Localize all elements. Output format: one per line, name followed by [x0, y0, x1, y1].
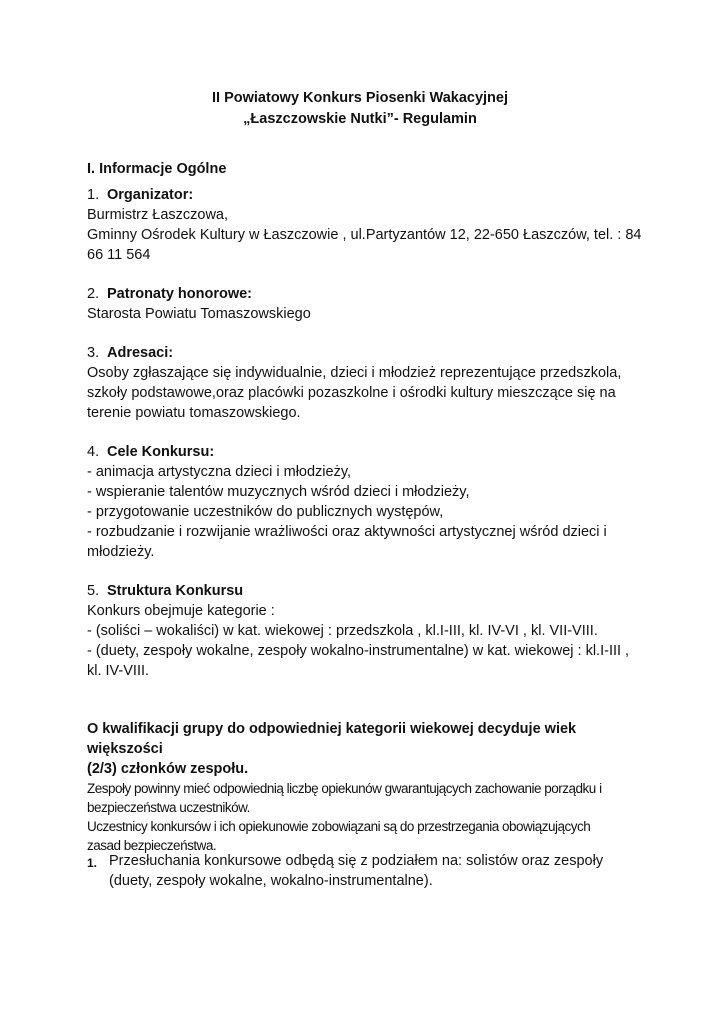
document-title [0, 88, 720, 130]
item-line: - rozbudzanie i rozwijanie wrażliwości oraz aktywności artystycznej wśród dzieci i [87, 524, 607, 540]
safety-note: zasad bezpieczeństwa. [87, 838, 217, 853]
item-line: - (duety, zespoły wokalne, zespoły wokalno-instrumentalne) w kat. wiekowej : kl.I-III , [87, 643, 630, 659]
item-line: Starosta Powiatu Tomaszowskiego [87, 306, 311, 322]
section-item-organizer [87, 185, 647, 265]
section-item-patronage [87, 284, 647, 324]
item-line: - animacja artystyczna dzieci i młodzieży, [87, 464, 352, 480]
section-item-goals [87, 442, 647, 562]
item-number: 2. [87, 286, 100, 302]
section-item-addressees [87, 343, 647, 423]
list-item [87, 851, 647, 891]
item-line: Konkurs obejmuje kategorie : [87, 603, 275, 619]
title-line-1: II Powiatowy Konkurs Piosenki Wakacyjnej [212, 90, 508, 106]
item-label: Adresaci: [107, 345, 174, 361]
item-number: 1. [87, 187, 100, 203]
item-line: Osoby zgłaszające się indywidualnie, dzieci i młodzież reprezentujące przedszkola, [87, 365, 622, 381]
item-label: Struktura Konkursu [107, 583, 244, 599]
auditions-list [87, 851, 647, 891]
item-line: młodzieży. [87, 544, 155, 560]
qualification-block [87, 719, 647, 855]
item-number: 5. [87, 583, 100, 599]
item-line: terenie powiatu tomaszowskiego. [87, 405, 301, 421]
item-label: Cele Konkursu: [107, 444, 215, 460]
item-line: Burmistrz Łaszczowa, [87, 207, 229, 223]
document-body [87, 159, 647, 855]
item-label: Organizator: [107, 187, 194, 203]
list-item-text: Przesłuchania konkursowe odbędą się z podziałem na: solistów oraz zespoły [109, 853, 604, 869]
spacer [87, 681, 647, 719]
item-line: szkoły podstawowe,oraz placówki pozaszkolne i ośrodki kultury mieszczące się na [87, 385, 616, 401]
item-number: 3. [87, 345, 100, 361]
item-line: - (soliści – wokaliści) w kat. wiekowej : przedszkola , kl.I-III, kl. IV-VI , kl. VII-VIII. [87, 623, 598, 639]
title-line-2: „Łaszczowskie Nutki”- Regulamin [243, 111, 477, 127]
qualification-rule: O kwalifikacji grupy do odpowiedniej kategorii wiekowej decyduje wiek większości [87, 721, 577, 757]
list-item-text: (duety, zespoły wokalne, wokalno-instrumentalne). [109, 873, 433, 889]
item-line: 66 11 564 [87, 247, 151, 263]
item-line: - przygotowanie uczestników do publicznych występów, [87, 504, 444, 520]
safety-note: Uczestnicy konkursów i ich opiekunowie zobowiązani są do przestrzegania obowiązujących [87, 819, 591, 834]
section-heading: I. Informacje Ogólne [87, 161, 227, 177]
item-line: Gminny Ośrodek Kultury w Łaszczowie , ul.Partyzantów 12, 22-650 Łaszczów, tel. : 84 [87, 227, 642, 243]
item-number: 4. [87, 444, 100, 460]
item-line: - wspieranie talentów muzycznych wśród dzieci i młodzieży, [87, 484, 470, 500]
section-item-structure [87, 581, 647, 681]
safety-note: Zespoły powinny mieć odpowiednią liczbę opiekunów gwarantujących zachowanie porządku i [87, 781, 602, 796]
item-line: kl. IV-VIII. [87, 663, 150, 679]
safety-note: bezpieczeństwa uczestników. [87, 800, 250, 815]
item-label: Patronaty honorowe: [107, 286, 253, 302]
list-item-number: 1. [87, 856, 98, 870]
qualification-rule: (2/3) członków zespołu. [87, 761, 249, 777]
